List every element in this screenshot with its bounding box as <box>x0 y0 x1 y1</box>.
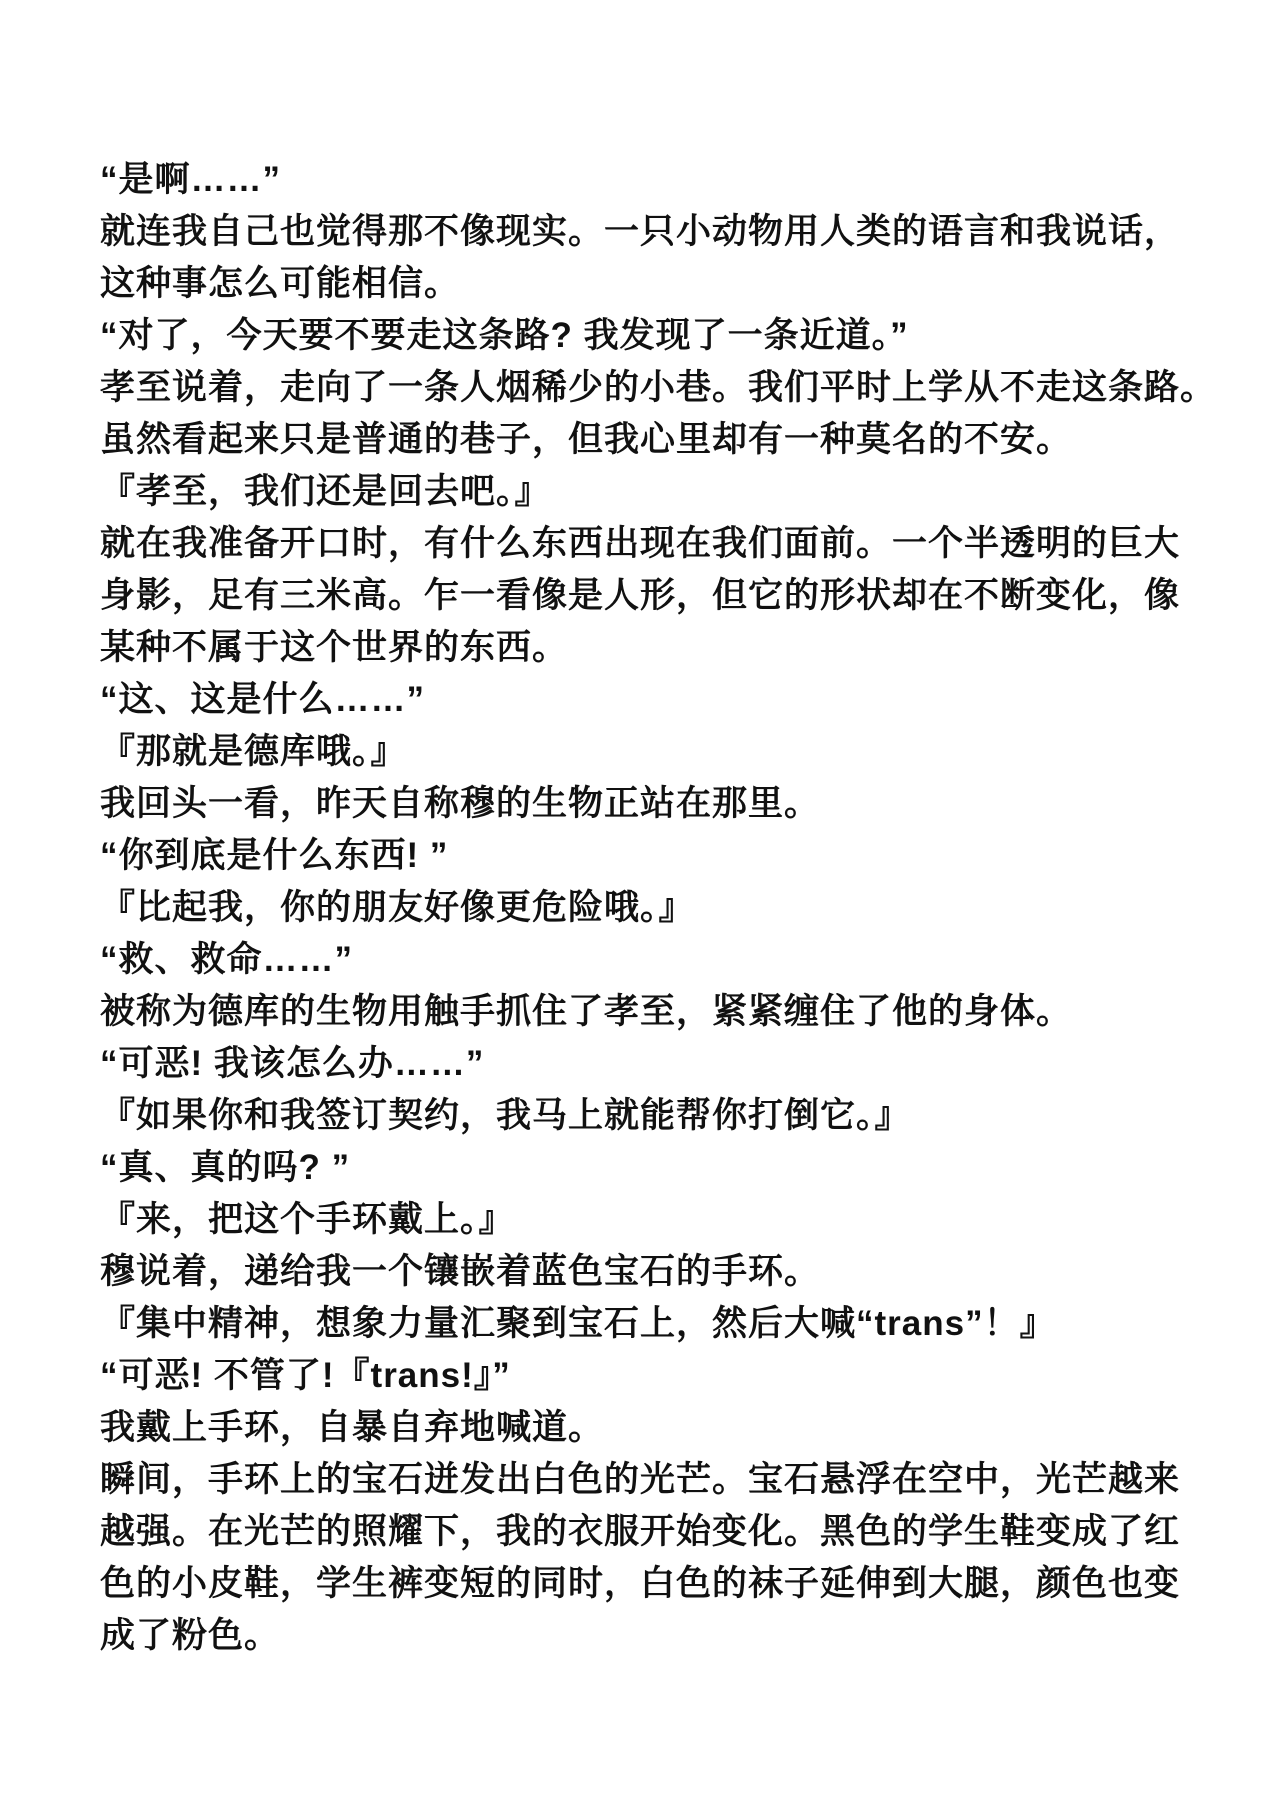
text-line: 『集中精神，想象力量汇聚到宝石上，然后大喊“trans”！』 <box>100 1304 1056 1343</box>
paragraph-quote-dialogue <box>100 154 1186 206</box>
text-line: “是啊……” <box>100 160 282 199</box>
text-line: 某种不属于这个世界的东西。 <box>100 628 569 667</box>
text-line: 『孝至，我们还是回去吧。』 <box>100 472 551 511</box>
paragraph-quote-dialogue <box>100 1038 1186 1090</box>
text-line: 色的小皮鞋，学生裤变短的同时，白色的袜子延伸到大腿，颜色也变 <box>100 1564 1181 1603</box>
text-line: “可恶! 我该怎么办……” <box>100 1044 485 1083</box>
paragraph-bracket-dialogue <box>100 466 1186 518</box>
text-line: 身影，足有三米高。乍一看像是人形，但它的形状却在不断变化，像 <box>100 576 1181 615</box>
text-line: “对了，今天要不要走这条路? 我发现了一条近道。” <box>100 316 909 355</box>
text-line: “这、这是什么……” <box>100 680 426 719</box>
text-line: 『如果你和我签订契约，我马上就能帮你打倒它。』 <box>100 1096 911 1135</box>
paragraph-bracket-dialogue <box>100 1194 1186 1246</box>
paragraph-bracket-dialogue <box>100 1298 1186 1350</box>
paragraph-narration <box>100 518 1186 674</box>
paragraph-quote-dialogue <box>100 674 1186 726</box>
paragraph-narration <box>100 1454 1186 1662</box>
paragraph-quote-dialogue <box>100 1142 1186 1194</box>
text-line: 成了粉色。 <box>100 1616 281 1655</box>
paragraph-narration <box>100 206 1186 310</box>
text-line: 这种事怎么可能相信。 <box>100 264 461 303</box>
text-line: 瞬间，手环上的宝石迸发出白色的光芒。宝石悬浮在空中，光芒越来 <box>100 1460 1181 1499</box>
text-line: 『比起我，你的朋友好像更危险哦。』 <box>100 888 695 927</box>
text-line: 穆说着，递给我一个镶嵌着蓝色宝石的手环。 <box>100 1252 821 1291</box>
text-line: “救、救命……” <box>100 940 354 979</box>
text-line: “真、真的吗? ” <box>100 1148 351 1187</box>
text-line: “可恶! 不管了!『trans!』” <box>100 1356 511 1395</box>
paragraph-narration <box>100 1402 1186 1454</box>
paragraph-bracket-dialogue <box>100 882 1186 934</box>
paragraph-narration <box>100 1246 1186 1298</box>
paragraph-bracket-dialogue <box>100 726 1186 778</box>
text-line: 『来，把这个手环戴上。』 <box>100 1200 515 1239</box>
text-line: 孝至说着，走向了一条人烟稀少的小巷。我们平时上学从不走这条路。 <box>100 368 1217 407</box>
text-block <box>100 154 1217 1662</box>
text-line: 越强。在光芒的照耀下，我的衣服开始变化。黑色的学生鞋变成了红 <box>100 1512 1181 1551</box>
paragraph-quote-dialogue <box>100 1350 1186 1402</box>
text-line: 我回头一看，昨天自称穆的生物正站在那里。 <box>100 784 821 823</box>
paragraph-quote-dialogue <box>100 934 1186 986</box>
text-line: 虽然看起来只是普通的巷子，但我心里却有一种莫名的不安。 <box>100 420 1073 459</box>
text-line: “你到底是什么东西! ” <box>100 836 449 875</box>
text-line: 就连我自己也觉得那不像现实。一只小动物用人类的语言和我说话， <box>100 212 1181 251</box>
paragraph-bracket-dialogue <box>100 1090 1186 1142</box>
text-line: 『那就是德库哦。』 <box>100 732 407 771</box>
text-line: 我戴上手环，自暴自弃地喊道。 <box>100 1408 605 1447</box>
text-line: 被称为德库的生物用触手抓住了孝至，紧紧缠住了他的身体。 <box>100 992 1073 1031</box>
paragraph-quote-dialogue <box>100 830 1186 882</box>
paragraph-narration <box>100 778 1186 830</box>
text-line: 就在我准备开口时，有什么东西出现在我们面前。一个半透明的巨大 <box>100 524 1181 563</box>
paragraph-narration <box>100 986 1186 1038</box>
paragraph-narration <box>100 362 1217 466</box>
paragraph-quote-dialogue <box>100 310 1186 362</box>
